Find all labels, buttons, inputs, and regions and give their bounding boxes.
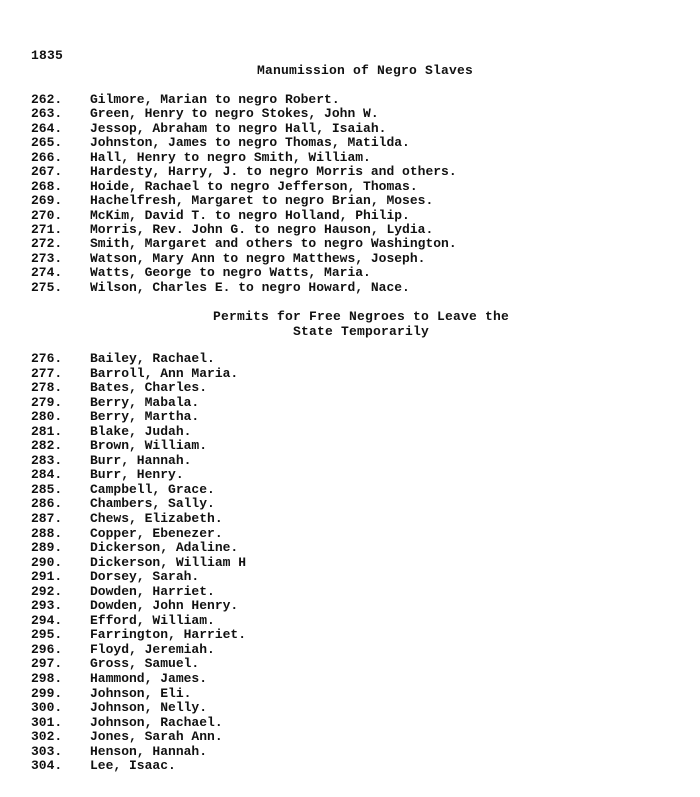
section-heading-line-1: Permits for Free Negroes to Leave the (212, 309, 510, 324)
entry-text: Watson, Mary Ann to negro Matthews, Joseph. (90, 250, 426, 266)
entry-number: 287. (31, 511, 63, 527)
entry-text: Watts, George to negro Watts, Maria. (90, 265, 371, 281)
manumission-list (31, 93, 457, 295)
entry-number: 295. (31, 627, 63, 643)
list-item (31, 672, 246, 687)
entry-number: 285. (31, 481, 63, 497)
entry-number: 277. (31, 365, 63, 381)
list-item (31, 614, 246, 629)
list-item (31, 410, 246, 425)
list-item (31, 439, 246, 454)
list-item (31, 122, 457, 136)
entry-text: McKim, David T. to negro Holland, Philip. (90, 207, 410, 223)
entry-number: 278. (31, 380, 63, 396)
entry-text: Chambers, Sally. (90, 496, 215, 512)
list-item (31, 136, 457, 150)
entry-text: Blake, Judah. (90, 423, 192, 439)
section-heading-manumission: Manumission of Negro Slaves (256, 63, 474, 78)
entry-text: Johnston, James to negro Thomas, Matilda. (90, 135, 410, 151)
entry-text: Henson, Hannah. (90, 743, 208, 759)
list-item (31, 223, 457, 237)
list-item (31, 497, 246, 512)
list-item (31, 556, 246, 571)
entry-number: 264. (31, 120, 63, 136)
entry-number: 274. (31, 265, 63, 281)
entry-text: Hachelfresh, Margaret to negro Brian, Moses. (90, 193, 434, 209)
entry-text: Hoide, Rachael to negro Jefferson, Thomas. (90, 178, 418, 194)
entry-number: 272. (31, 236, 63, 252)
entry-number: 290. (31, 554, 63, 570)
entry-text: Hardesty, Harry, J. to negro Morris and others. (90, 164, 457, 180)
entry-number: 302. (31, 729, 63, 745)
list-item (31, 701, 246, 716)
entry-text: Gross, Samuel. (90, 656, 200, 672)
entry-text: Burr, Hannah. (90, 452, 192, 468)
entry-text: Dorsey, Sarah. (90, 569, 200, 585)
section-heading-line-2: State Temporarily (292, 324, 430, 339)
entry-number: 294. (31, 612, 63, 628)
entry-text: Jones, Sarah Ann. (90, 729, 223, 745)
entry-number: 298. (31, 671, 63, 687)
entry-text: Dickerson, Adaline. (90, 540, 239, 556)
entry-number: 288. (31, 525, 63, 541)
list-item (31, 266, 457, 280)
entry-number: 273. (31, 250, 63, 266)
entry-text: Copper, Ebenezer. (90, 525, 223, 541)
entry-text: Dowden, John Henry. (90, 598, 239, 614)
list-item (31, 570, 246, 585)
entry-number: 267. (31, 164, 63, 180)
entry-text: Wilson, Charles E. to negro Howard, Nace. (90, 279, 410, 295)
list-item (31, 759, 246, 774)
list-item (31, 194, 457, 208)
list-item (31, 628, 246, 643)
entry-text: Johnson, Nelly. (90, 700, 208, 716)
entry-number: 280. (31, 409, 63, 425)
entry-text: Chews, Elizabeth. (90, 511, 223, 527)
entry-number: 303. (31, 743, 63, 759)
entry-number: 276. (31, 351, 63, 366)
entry-number: 296. (31, 641, 63, 657)
list-item (31, 352, 246, 367)
entry-number: 279. (31, 394, 63, 410)
list-item (31, 237, 457, 251)
list-item (31, 367, 246, 382)
list-item (31, 381, 246, 396)
entry-number: 301. (31, 714, 63, 730)
list-item (31, 745, 246, 760)
list-item (31, 396, 246, 411)
entry-number: 282. (31, 438, 63, 454)
entry-text: Berry, Mabala. (90, 394, 200, 410)
list-item (31, 454, 246, 469)
entry-number: 269. (31, 193, 63, 209)
entry-text: Jessop, Abraham to negro Hall, Isaiah. (90, 120, 387, 136)
entry-text: Hammond, James. (90, 671, 208, 687)
entry-text: Bailey, Rachael. (90, 351, 215, 366)
entry-number: 291. (31, 569, 63, 585)
list-item (31, 165, 457, 179)
entry-text: Campbell, Grace. (90, 481, 215, 497)
list-item (31, 93, 457, 107)
entry-number: 299. (31, 685, 63, 701)
entry-number: 304. (31, 758, 63, 774)
page-year: 1835 (31, 48, 64, 63)
entry-text: Barroll, Ann Maria. (90, 365, 239, 381)
section-heading-permits (0, 309, 700, 339)
list-item (31, 585, 246, 600)
entry-number: 275. (31, 279, 63, 295)
entry-number: 266. (31, 149, 63, 165)
permits-list (31, 352, 246, 774)
list-item (31, 180, 457, 194)
entry-number: 268. (31, 178, 63, 194)
entry-number: 270. (31, 207, 63, 223)
list-item (31, 512, 246, 527)
entry-text: Efford, William. (90, 612, 215, 628)
entry-number: 283. (31, 452, 63, 468)
list-item (31, 527, 246, 542)
list-item (31, 468, 246, 483)
entry-text: Floyd, Jeremiah. (90, 641, 215, 657)
entry-number: 293. (31, 598, 63, 614)
list-item (31, 209, 457, 223)
list-item (31, 687, 246, 702)
entry-text: Burr, Henry. (90, 467, 184, 483)
list-item (31, 281, 457, 295)
list-item (31, 252, 457, 266)
entry-number: 262. (31, 92, 63, 107)
entry-number: 289. (31, 540, 63, 556)
list-item (31, 107, 457, 121)
entry-number: 265. (31, 135, 63, 151)
entry-text: Morris, Rev. John G. to negro Hauson, Lydia. (90, 221, 434, 237)
entry-text: Farrington, Harriet. (90, 627, 247, 643)
list-item (31, 730, 246, 745)
entry-text: Johnson, Rachael. (90, 714, 223, 730)
list-item (31, 716, 246, 731)
list-item (31, 541, 246, 556)
list-item (31, 643, 246, 658)
entry-number: 271. (31, 221, 63, 237)
entry-text: Smith, Margaret and others to negro Washington. (90, 236, 457, 252)
entry-number: 263. (31, 106, 63, 122)
list-item (31, 483, 246, 498)
entry-text: Dowden, Harriet. (90, 583, 215, 599)
list-item (31, 599, 246, 614)
list-item (31, 425, 246, 440)
entry-text: Bates, Charles. (90, 380, 208, 396)
entry-text: Lee, Isaac. (90, 758, 176, 774)
entry-text: Johnson, Eli. (90, 685, 192, 701)
entry-number: 292. (31, 583, 63, 599)
entry-text: Brown, William. (90, 438, 208, 454)
entry-text: Berry, Martha. (90, 409, 200, 425)
list-item (31, 657, 246, 672)
entry-number: 297. (31, 656, 63, 672)
entry-text: Dickerson, William H (90, 554, 247, 570)
entry-number: 286. (31, 496, 63, 512)
list-item (31, 151, 457, 165)
entry-number: 284. (31, 467, 63, 483)
entry-number: 281. (31, 423, 63, 439)
entry-text: Hall, Henry to negro Smith, William. (90, 149, 371, 165)
entry-number: 300. (31, 700, 63, 716)
entry-text: Green, Henry to negro Stokes, John W. (90, 106, 379, 122)
entry-text: Gilmore, Marian to negro Robert. (90, 92, 340, 107)
